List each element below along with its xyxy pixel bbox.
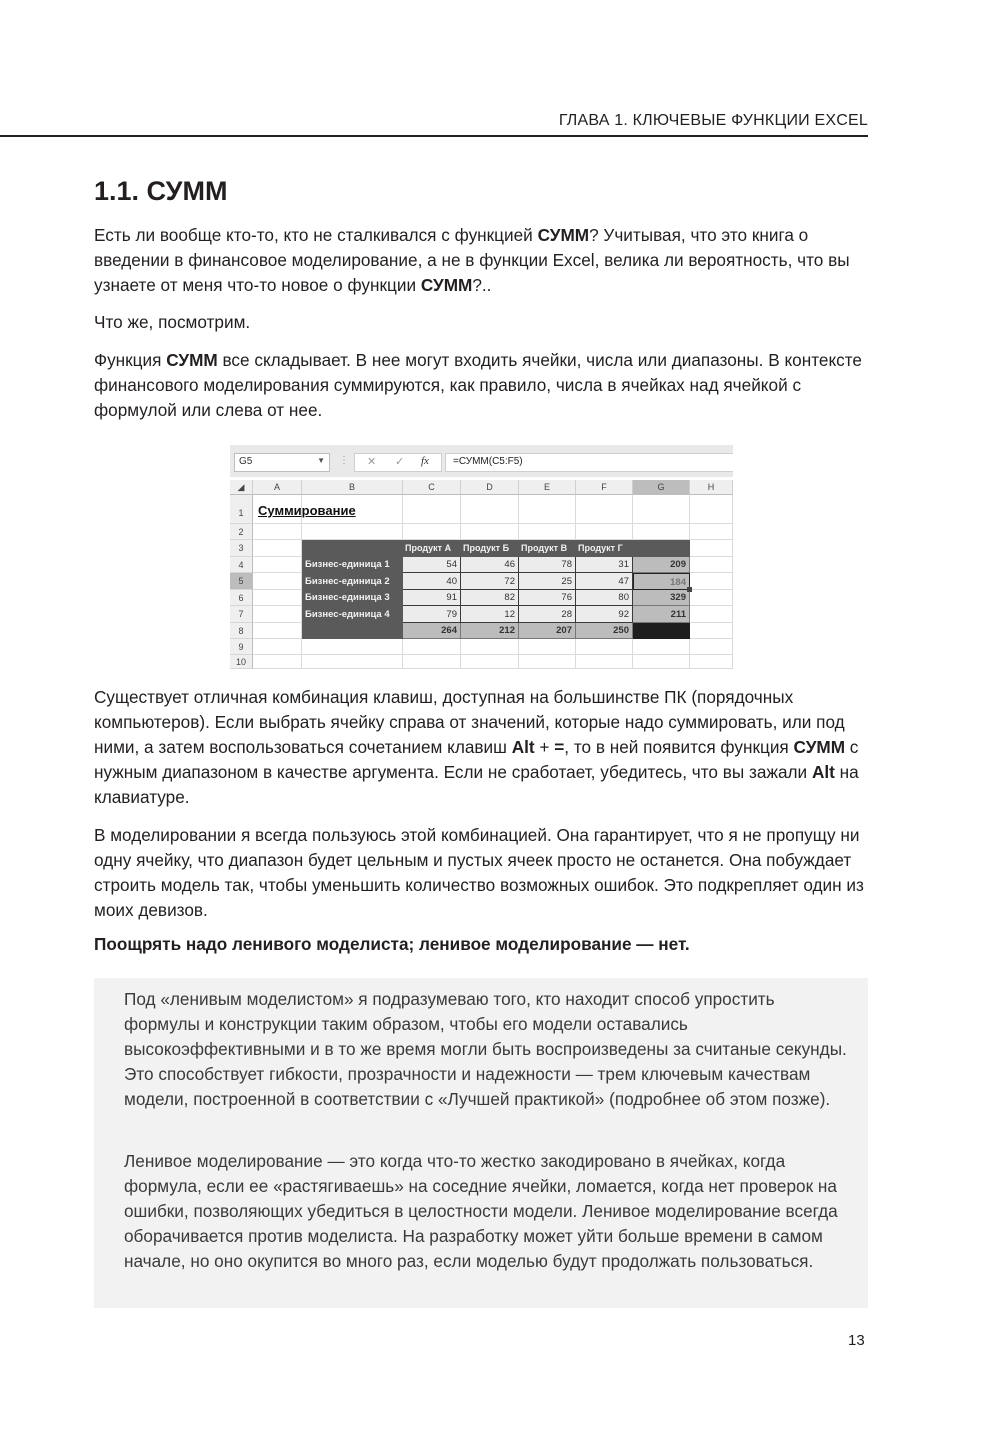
sheet-cell[interactable] bbox=[302, 524, 403, 540]
sheet-cell[interactable] bbox=[519, 639, 576, 655]
product-header[interactable]: Продукт Г bbox=[576, 540, 633, 557]
select-all-corner[interactable]: ◢ bbox=[230, 480, 253, 495]
business-unit-label[interactable]: Бизнес-единица 2 bbox=[302, 573, 403, 590]
header-rule bbox=[0, 135, 868, 137]
sheet-cell[interactable] bbox=[690, 573, 733, 590]
sheet-cell[interactable] bbox=[519, 524, 576, 540]
sheet-cell[interactable] bbox=[253, 606, 302, 623]
sheet-cell[interactable] bbox=[690, 623, 733, 639]
drag-handle-icon[interactable]: ⋮ bbox=[339, 455, 349, 466]
column-header-d[interactable]: D bbox=[461, 480, 519, 495]
value-cell[interactable]: 54 bbox=[403, 557, 461, 573]
row-header-6[interactable]: 6 bbox=[230, 590, 253, 606]
sheet-cell[interactable] bbox=[519, 495, 576, 524]
sidebar-box bbox=[94, 978, 868, 1308]
row-total-cell[interactable]: 209 bbox=[633, 557, 690, 573]
product-header[interactable]: Продукт В bbox=[519, 540, 576, 557]
sheet-cell[interactable] bbox=[690, 655, 733, 669]
running-head: ГЛАВА 1. КЛЮЧЕВЫЕ ФУНКЦИИ EXCEL bbox=[558, 112, 868, 129]
row-header-8[interactable]: 8 bbox=[230, 623, 253, 639]
sheet-cell[interactable] bbox=[253, 540, 302, 557]
sheet-cell[interactable] bbox=[403, 639, 461, 655]
column-header-h[interactable]: H bbox=[690, 480, 733, 495]
column-header-g[interactable]: G bbox=[633, 480, 690, 495]
row-header-3[interactable]: 3 bbox=[230, 540, 253, 557]
fill-handle[interactable] bbox=[687, 587, 692, 592]
column-total-cell[interactable]: 212 bbox=[461, 623, 519, 639]
column-header-a[interactable]: A bbox=[253, 480, 302, 495]
sheet-cell[interactable] bbox=[461, 639, 519, 655]
value-cell[interactable]: 79 bbox=[403, 606, 461, 623]
sheet-cell[interactable] bbox=[302, 655, 403, 669]
sheet-cell[interactable] bbox=[253, 573, 302, 590]
formula-buttons bbox=[354, 453, 442, 472]
formula-bar bbox=[230, 445, 733, 477]
sheet-cell[interactable] bbox=[253, 623, 302, 639]
paragraph-lets-see: Что же, посмотрим. bbox=[94, 312, 251, 332]
row-header-10[interactable]: 10 bbox=[230, 655, 253, 669]
sheet-cell[interactable] bbox=[253, 524, 302, 540]
column-total-cell[interactable]: 264 bbox=[403, 623, 461, 639]
column-header-b[interactable]: B bbox=[302, 480, 403, 495]
sheet-cell[interactable] bbox=[633, 655, 690, 669]
sheet-cell[interactable] bbox=[253, 590, 302, 606]
sheet-cell[interactable] bbox=[403, 524, 461, 540]
business-unit-label[interactable]: Бизнес-единица 4 bbox=[302, 606, 403, 623]
sheet-cell[interactable] bbox=[690, 524, 733, 540]
table-footer-label bbox=[302, 623, 403, 639]
name-box[interactable] bbox=[234, 453, 330, 472]
value-cell[interactable]: 91 bbox=[403, 590, 461, 606]
row-header-7[interactable]: 7 bbox=[230, 606, 253, 623]
product-header[interactable]: Продукт А bbox=[403, 540, 461, 557]
value-cell[interactable]: 12 bbox=[461, 606, 519, 623]
enter-icon[interactable]: ✓ bbox=[395, 456, 405, 468]
formula-text: =СУММ(C5:F5) bbox=[453, 456, 523, 467]
sheet-cell[interactable] bbox=[576, 639, 633, 655]
value-cell[interactable]: 31 bbox=[576, 557, 633, 573]
page-number: 13 bbox=[848, 1332, 865, 1349]
value-cell[interactable]: 46 bbox=[461, 557, 519, 573]
value-cell[interactable]: 82 bbox=[461, 590, 519, 606]
sheet-cell[interactable] bbox=[690, 590, 733, 606]
sheet-cell[interactable] bbox=[633, 524, 690, 540]
paragraph-sum-description: Функция СУММ все складывает. В нее могут входить ячейки, числа или диапазоны. В контексте финансового моделирования суммируются, как правило, числа в ячейках над ячейкой с формулой или слева от нее. bbox=[94, 350, 862, 420]
sheet-cell[interactable] bbox=[690, 540, 733, 557]
sheet-cell[interactable] bbox=[576, 655, 633, 669]
row-header-5[interactable]: 5 bbox=[230, 573, 253, 590]
sheet-cell[interactable] bbox=[690, 495, 733, 524]
grand-total-cell[interactable] bbox=[633, 623, 690, 639]
value-cell[interactable]: 47 bbox=[576, 573, 633, 590]
sheet-cell[interactable] bbox=[461, 524, 519, 540]
sheet-cell[interactable] bbox=[253, 655, 302, 669]
column-header-f[interactable]: F bbox=[576, 480, 633, 495]
cancel-icon[interactable]: ✕ bbox=[367, 456, 377, 468]
paragraph-modeling: В моделировании я всегда пользуюсь этой комбинацией. Она гарантирует, что я не пропущу ни одну ячейку, что диапазон будет цельным и пустых ячеек просто не останется. Она побуждает строить модель так, чтобы уменьшить количество возможных ошибок. Это подкрепляет один из моих девизов. bbox=[94, 825, 864, 920]
row-header-2[interactable]: 2 bbox=[230, 524, 253, 540]
value-cell[interactable]: 78 bbox=[519, 557, 576, 573]
sheet-cell[interactable] bbox=[690, 557, 733, 573]
sheet-cell[interactable] bbox=[302, 639, 403, 655]
value-cell[interactable]: 92 bbox=[576, 606, 633, 623]
paragraph-intro: Есть ли вообще кто-то, кто не сталкивался с функцией СУММ? Учитывая, что это книга о введении в финансовое моделирование, а не в функции Excel, велика ли вероятность, что вы узнаете от меня что-то новое о функции СУММ?.. bbox=[94, 225, 850, 295]
column-header-c[interactable]: C bbox=[403, 480, 461, 495]
column-total-cell[interactable]: 250 bbox=[576, 623, 633, 639]
value-cell[interactable]: 25 bbox=[519, 573, 576, 590]
row-total-cell[interactable]: 329 bbox=[633, 590, 690, 606]
row-header-4[interactable]: 4 bbox=[230, 557, 253, 573]
fx-icon[interactable]: fx bbox=[421, 455, 429, 467]
excel-screenshot bbox=[230, 445, 733, 669]
paragraph-shortcut: Существует отличная комбинация клавиш, доступная на большинстве ПК (порядочных компьютеров). Если выбрать ячейку справа от значений, которые надо суммировать, или под ними, а затем воспользоваться сочетанием клавиш Alt + =, то в ней появится функция СУММ с нужным диапазоном в качестве аргумента. Если не сработает, убедитесь, что вы зажали Alt на клавиатуре. bbox=[94, 687, 859, 807]
sheet-cell[interactable] bbox=[690, 606, 733, 623]
product-header[interactable]: Продукт Б bbox=[461, 540, 519, 557]
sidebar-paragraph: Ленивое моделирование — это когда что-то жестко закодировано в ячейках, когда формула, если ее «растягиваешь» на соседние ячейки, ломается, когда нет проверок на ошибки, позволяющих убедиться в целостности модели. Ленивое моделирование всегда оборачивается против моделиста. На разработку может уйти больше времени в самом начале, но оно окупится во много раз, если моделью будут продолжать пользоваться. bbox=[124, 1151, 838, 1271]
business-unit-label[interactable]: Бизнес-единица 3 bbox=[302, 590, 403, 606]
sheet-cell[interactable] bbox=[519, 655, 576, 669]
column-total-cell[interactable]: 207 bbox=[519, 623, 576, 639]
value-cell[interactable]: 80 bbox=[576, 590, 633, 606]
sheet-cell[interactable] bbox=[633, 495, 690, 524]
sheet-cell[interactable] bbox=[633, 639, 690, 655]
name-box-value: G5 bbox=[239, 456, 253, 467]
sidebar-paragraph: Под «ленивым моделистом» я подразумеваю того, кто находит способ упростить формулы и конструкции таким образом, чтобы его модели оставались высокоэффективными и в то же время могли быть воспроизведены за считаные секунды. Это способствует гибкости, прозрачности и надежности — трем ключевым качествам модели, построенной в соответствии с «Лучшей практикой» (подробнее об этом позже). bbox=[124, 989, 847, 1109]
value-cell[interactable]: 28 bbox=[519, 606, 576, 623]
row-header-9[interactable]: 9 bbox=[230, 639, 253, 655]
sheet-cell[interactable] bbox=[403, 655, 461, 669]
active-cell[interactable]: 184 bbox=[633, 573, 690, 590]
sheet-cell[interactable] bbox=[253, 639, 302, 655]
sheet-cell[interactable] bbox=[403, 495, 461, 524]
business-unit-label[interactable]: Бизнес-единица 1 bbox=[302, 557, 403, 573]
sheet-cell[interactable] bbox=[576, 524, 633, 540]
formula-input[interactable] bbox=[445, 453, 733, 472]
sheet-cell[interactable] bbox=[461, 495, 519, 524]
sheet-cell[interactable] bbox=[253, 557, 302, 573]
sheet-title-cell[interactable]: Суммирование bbox=[258, 503, 356, 518]
column-header-e[interactable]: E bbox=[519, 480, 576, 495]
sheet-cell[interactable] bbox=[690, 639, 733, 655]
value-cell[interactable]: 72 bbox=[461, 573, 519, 590]
row-total-cell[interactable]: 211 bbox=[633, 606, 690, 623]
motto: Поощрять надо ленивого моделиста; ленивое моделирование — нет. bbox=[94, 934, 690, 954]
table-header-corner bbox=[633, 540, 690, 557]
sheet-cell[interactable] bbox=[461, 655, 519, 669]
sheet-cell[interactable] bbox=[576, 495, 633, 524]
value-cell[interactable]: 76 bbox=[519, 590, 576, 606]
section-title: 1.1. СУММ bbox=[94, 176, 228, 206]
value-cell[interactable]: 40 bbox=[403, 573, 461, 590]
chevron-down-icon[interactable]: ▼ bbox=[317, 456, 325, 465]
row-header-1[interactable]: 1 bbox=[230, 495, 253, 524]
